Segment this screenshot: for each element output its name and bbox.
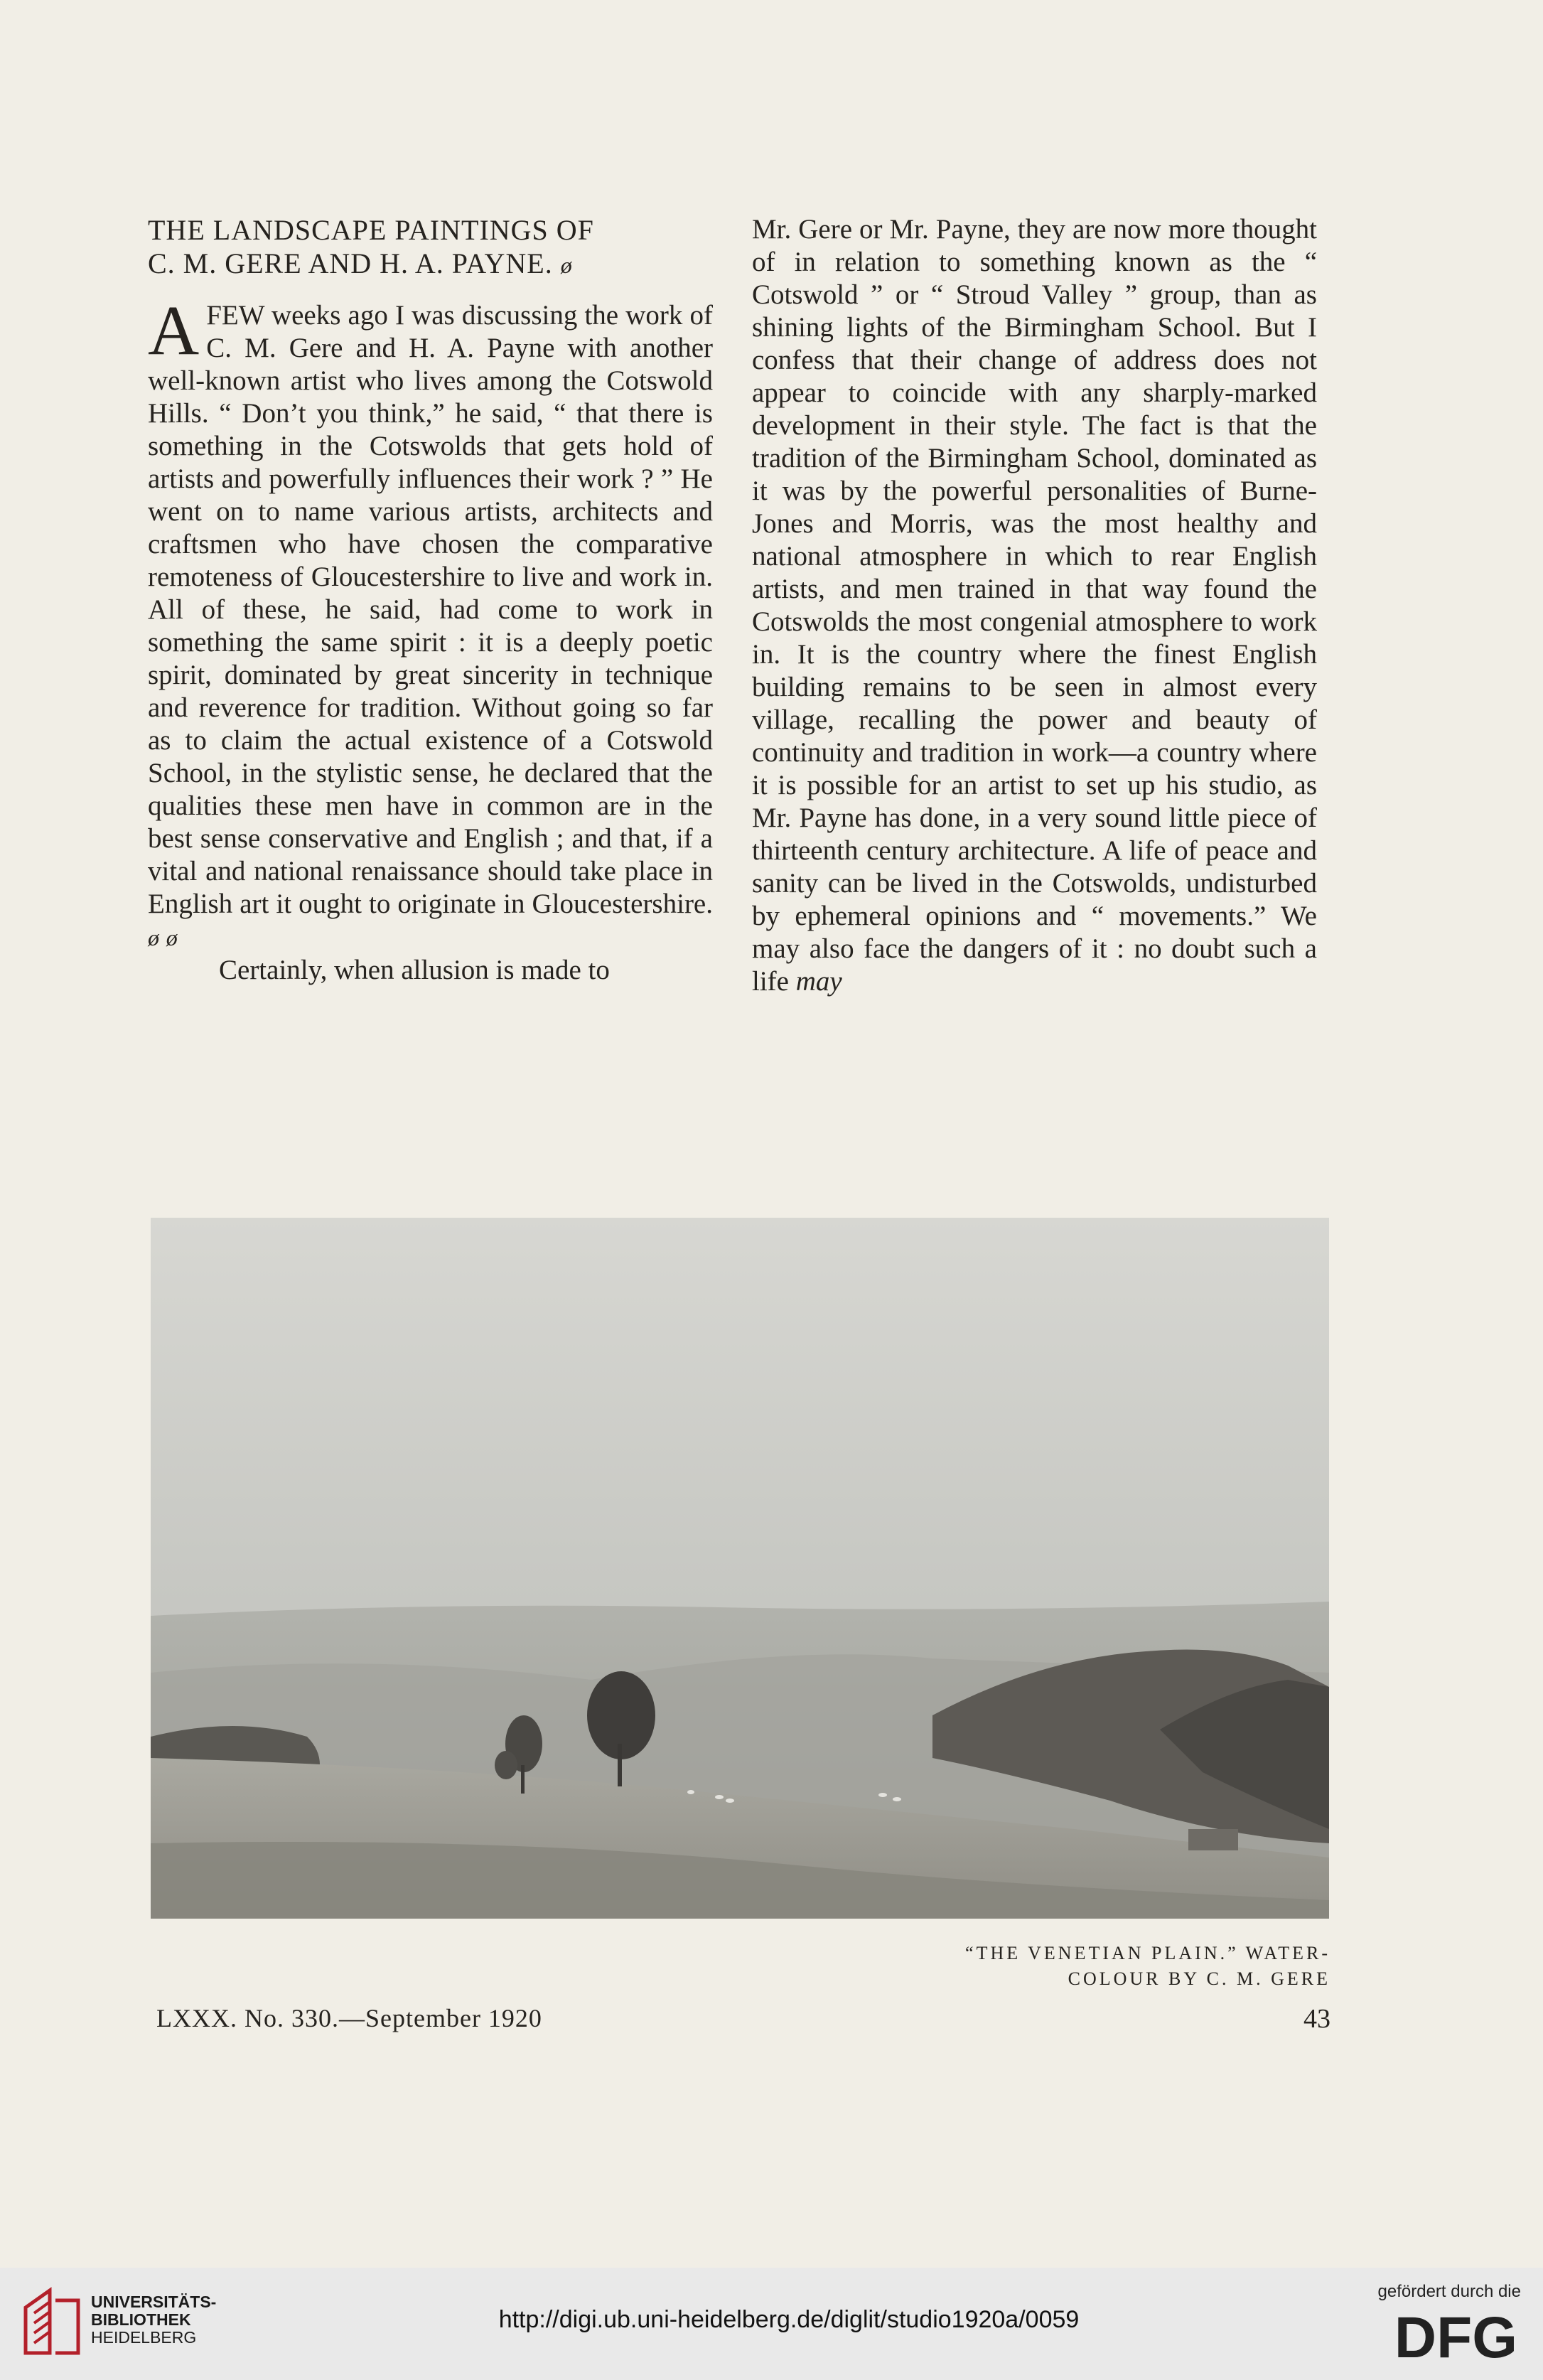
library-logo-icon (21, 2286, 82, 2357)
source-url-link[interactable]: http://digi.ub.uni-heidelberg.de/diglit/studio1920a/0059 (498, 2306, 1080, 2333)
paragraph-2: Certainly, when allusion is made to (219, 955, 610, 985)
figure-caption (910, 1941, 1330, 1992)
landscape-painting-image (151, 1218, 1329, 1919)
article-title (148, 213, 713, 282)
caption-line-2: COLOUR BY C. M. GERE (1068, 1968, 1330, 1989)
digitization-footer (0, 2268, 1543, 2380)
right-text-body: Mr. Gere or Mr. Payne, they are now more thought of in relation to something known as the “ Cotswold ” or “ Stroud Valley ” group, than as shining lights of the Birmingham School. But I confess that their change of address does not appear to coincide with any sharply-marked development in their style. The fact is that the tradition of the Birmingham School, dominated as it was by the powerful personalities of Burne-Jones and Morris, was the most healthy and national atmosphere in which to rear English artists, and men trained in that way found the Cotswolds the most congenial atmosphere to work in. It is the country where the finest English building remains to be seen in almost every village, recalling the power and beauty of continuity and tradition in work—a country where it is possible for an artist to set up his studio, as Mr. Payne has done, in a very sound little piece of thirteenth century architecture. A life of peace and sanity can be lived in the Cotswolds, undisturbed by ephemeral opinions and “ movements.” We may also face the dangers of it : no doubt such a life (752, 214, 1317, 997)
funder-label: gefördert durch die (1377, 2282, 1521, 2301)
paragraph-1-text: FEW weeks ago I was discussing the work of C. M. Gere and H. A. Payne with another well-known artist who lives among the Cotswold Hills. “ Don’t you think,” he said, “ that there is something in the Cotswolds that gets hold of artists and powerfully influences their work ? ” He went on to name various artists, architects and craftsmen who have chosen the comparative remoteness of Gloucestershire to live and work in. All of these, he said, had come to work in something the same spirit : it is a deeply poetic spirit, dominated by great sincerity in technique and reverence for tradition. Without going so far as to claim the actual existence of a Cotswold School, in the stylistic sense, he declared that the qualities these men have in common are in the best sense conservative and English ; and that, if a vital and national renaissance should take place in English art it ought to originate in Gloucestershire. (148, 300, 713, 919)
right-column (752, 213, 1317, 998)
library-name: UNIVERSITÄTS- BIBLIOTHEK HEIDELBERG (91, 2293, 217, 2347)
leaf-ornament: ø (166, 925, 178, 950)
page-number: 43 (1303, 2004, 1330, 2034)
issue-line: LXXX. No. 330.—September 1920 (156, 2004, 542, 2032)
drop-cap: A (148, 291, 200, 370)
svg-text:DFG: DFG (1394, 2307, 1517, 2364)
caption-line-1: “THE VENETIAN PLAIN.” WATER- (965, 1943, 1330, 1963)
right-last-word: may (795, 966, 842, 997)
title-line-2: C. M. GERE AND H. A. PAYNE. (148, 247, 553, 279)
right-column-text (752, 213, 1317, 998)
title-line-1: THE LANDSCAPE PAINTINGS OF (148, 214, 594, 246)
dfg-logo-icon (1372, 2307, 1521, 2364)
leaf-ornament: ø (560, 252, 573, 278)
paragraph-1 (148, 291, 713, 954)
leaf-ornament: ø (148, 925, 159, 950)
left-column (148, 213, 713, 987)
